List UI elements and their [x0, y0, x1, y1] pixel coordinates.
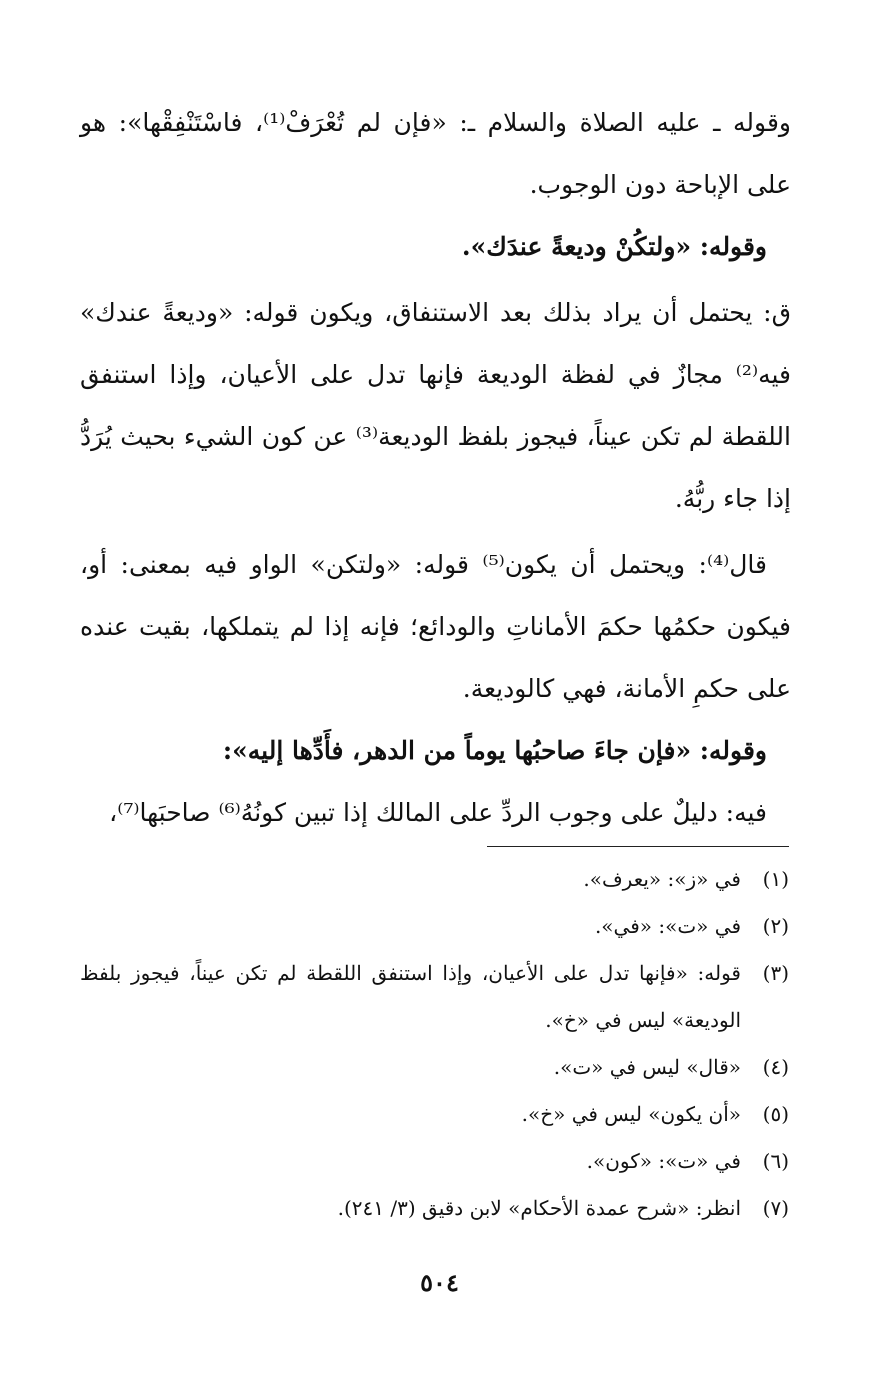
paragraph-4: قال⁽⁴⁾: ويحتمل أن يكون⁽⁵⁾ قوله: «ولتكن» الواو فيه بمعنى: أو، فيكون حكمُها حكمَ الأماناتِ والودائع؛ فإنه إذا لم يتملكها، بقيت عنده على حكمِ الأمانة، فهي كالوديعة.	[80, 550, 791, 703]
footnote-text: في «ت»: «كون».	[586, 1149, 741, 1173]
footnote-text: في «ت»: «في».	[594, 914, 741, 938]
footnote-divider	[487, 846, 789, 847]
footnote-number: (٥)	[762, 1102, 789, 1126]
paragraph-3: ق: يحتمل أن يراد بذلك بعد الاستنفاق، ويكون قوله: «وديعةً عندك» فيه⁽²⁾ مجازٌ في لفظة الوديعة فإنها تدل على الأعيان، وإذا استنفق اللقطة لم تكن عيناً، فيجوز بلفظ الوديعة⁽³⁾ عن كون الشيء بحيث يُرَدُّ إذا جاء ربُّهُ.	[80, 298, 791, 513]
footnote-number: (٣)	[762, 961, 789, 985]
footnote-number: (٢)	[762, 914, 789, 938]
footnote-number: (٦)	[762, 1149, 789, 1173]
footnote-number: (١)	[762, 867, 789, 891]
footnote-text: في «ز»: «يعرف».	[583, 867, 741, 891]
paragraph-5-heading: وقوله: «فإن جاءَ صاحبُها يوماً من الدهر، فأَدِّها إليه»:	[222, 736, 767, 765]
footnote-3	[80, 950, 789, 1044]
footnote-text: قوله: «فإنها تدل على الأعيان، وإذا استنفق اللقطة لم تكن عيناً، فيجوز بلفظ الوديعة» ليس في «خ».	[80, 961, 741, 1032]
footnote-1	[80, 856, 789, 903]
footnotes	[80, 856, 789, 1232]
footnote-text: انظر: «شرح عمدة الأحكام» لابن دقيق (٣/ ٢٤١).	[337, 1196, 741, 1220]
footnote-text: «قال» ليس في «ت».	[553, 1055, 741, 1079]
footnote-4	[80, 1044, 789, 1091]
footnote-number: (٤)	[762, 1055, 789, 1079]
footnote-number: (٧)	[762, 1196, 789, 1220]
paragraph-2-heading: وقوله: «ولتكُنْ وديعةً عندَك».	[461, 232, 767, 261]
footnote-7	[80, 1185, 789, 1232]
footnote-text: «أن يكون» ليس في «خ».	[521, 1102, 741, 1126]
footnote-2	[80, 903, 789, 950]
paragraph-6: فيه: دليلٌ على وجوب الردِّ على المالك إذا تبين كونُهُ⁽⁶⁾ صاحبَها⁽⁷⁾،	[109, 798, 767, 827]
main-text	[80, 92, 791, 844]
footnote-6	[80, 1138, 789, 1185]
footnote-5	[80, 1091, 789, 1138]
page-number: ٥٠٤	[420, 1268, 459, 1297]
paragraph-1: وقوله ـ عليه الصلاة والسلام ـ: «فإن لم تُعْرَفْ⁽¹⁾، فاسْتَنْفِقْها»: هو على الإباحة دون الوجوب.	[80, 108, 791, 199]
